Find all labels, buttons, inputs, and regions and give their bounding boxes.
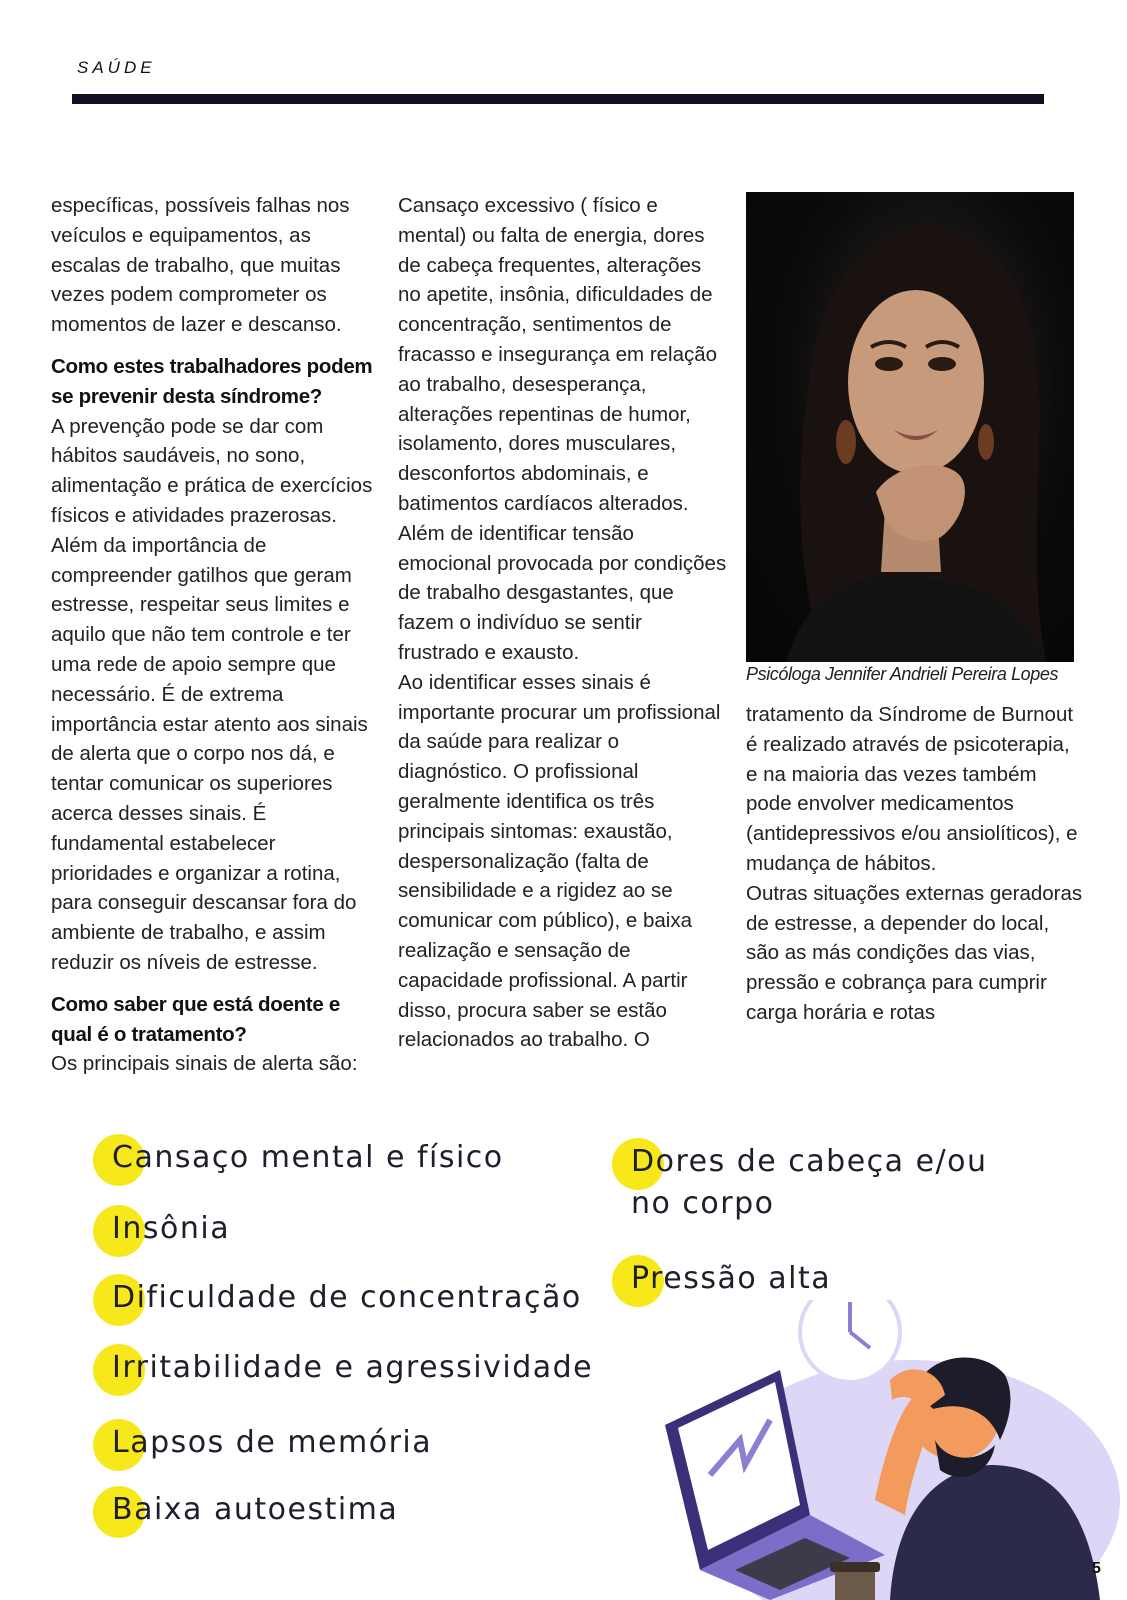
subheading-prevention: Como estes trabalhadores podem se prevenir desta síndrome? xyxy=(51,354,373,408)
article-column-2 xyxy=(398,191,728,1055)
subheading-diagnosis: Como saber que está doente e qual é o tratamento? xyxy=(51,992,340,1046)
symptom-item: Dificuldade de concentração xyxy=(93,1274,582,1319)
symptom-item: Lapsos de memória xyxy=(93,1419,432,1464)
symptom-item: Irritabilidade e agressividade xyxy=(93,1344,593,1389)
symptom-item: Baixa autoestima xyxy=(93,1486,398,1531)
article-column-1 xyxy=(51,191,381,1079)
paragraph: Ao identificar esses sinais é importante procurar um profissional da saúde para realizar o diagnóstico. O profissional geralmente identifica os três principais sintomas: exaustão, despersonalização (falta de sensibilidade e a rigidez ao se comunicar com público), e baixa realização e sensação de capacidade profissional. A partir disso, procura saber se estão relacionados ao trabalho. O xyxy=(398,670,721,1052)
portrait-photo xyxy=(746,192,1074,662)
photo-caption: Psicóloga Jennifer Andrieli Pereira Lopes xyxy=(746,664,1059,684)
paragraph: específicas, possíveis falhas nos veículos e equipamentos, as escalas de trabalho, que muitas vezes podem comprometer os momentos de lazer e descanso. xyxy=(51,194,350,337)
symptom-item: Insônia xyxy=(93,1205,230,1250)
paragraph: Os principais sinais de alerta são: xyxy=(51,1052,358,1076)
article-column-3 xyxy=(746,700,1086,1028)
paragraph: Outras situações externas geradoras de estresse, a depender do local, são as más condições das vias, pressão e cobrança para cumprir carga horária e rotas xyxy=(746,881,1083,1024)
paragraph: tratamento da Síndrome de Burnout é realizado através de psicoterapia, e na maioria das vezes também pode envolver medicamentos (antidepressivos e/ou ansiolíticos), e mudança de hábitos. xyxy=(746,703,1078,875)
stressed-worker-illustration xyxy=(660,1300,1127,1600)
header-rule xyxy=(72,94,1044,104)
portrait-illustration xyxy=(746,192,1074,662)
symptom-item: Pressão alta xyxy=(612,1255,831,1300)
page-number: 5 xyxy=(1092,1560,1101,1577)
symptom-item: Dores de cabeça e/ou no corpo xyxy=(612,1138,1032,1225)
paragraph: Cansaço excessivo ( físico e mental) ou falta de energia, dores de cabeça frequentes, alterações no apetite, insônia, dificuldades de concentração, sentimentos de fracasso e insegurança em relação ao trabalho, desesperança, alterações repentinas de humor, isolamento, dores musculares, desconfortos abdominais, e batimentos cardíacos alterados. Além de identificar tensão emocional provocada por condições de trabalho desgastantes, que fazem o indivíduo se sentir frustrado e exausto. xyxy=(398,194,727,664)
paragraph: A prevenção pode se dar com hábitos saudáveis, no sono, alimentação e prática de exercícios físicos e atividades prazerosas. Além da importância de compreender gatilhos que geram estresse, respeitar seus limites e aquilo que não tem controle e ter uma rede de apoio sempre que necessário. É de extrema importância estar atento aos sinais de alerta que o corpo nos dá, e tentar comunicar os superiores acerca desses sinais. É fundamental estabelecer prioridades e organizar a rotina, para conseguir descansar fora do ambiente de trabalho, e assim reduzir os níveis de estresse. xyxy=(51,414,373,974)
symptom-item: Cansaço mental e físico xyxy=(93,1134,504,1179)
section-label: SAÚDE xyxy=(77,58,156,77)
